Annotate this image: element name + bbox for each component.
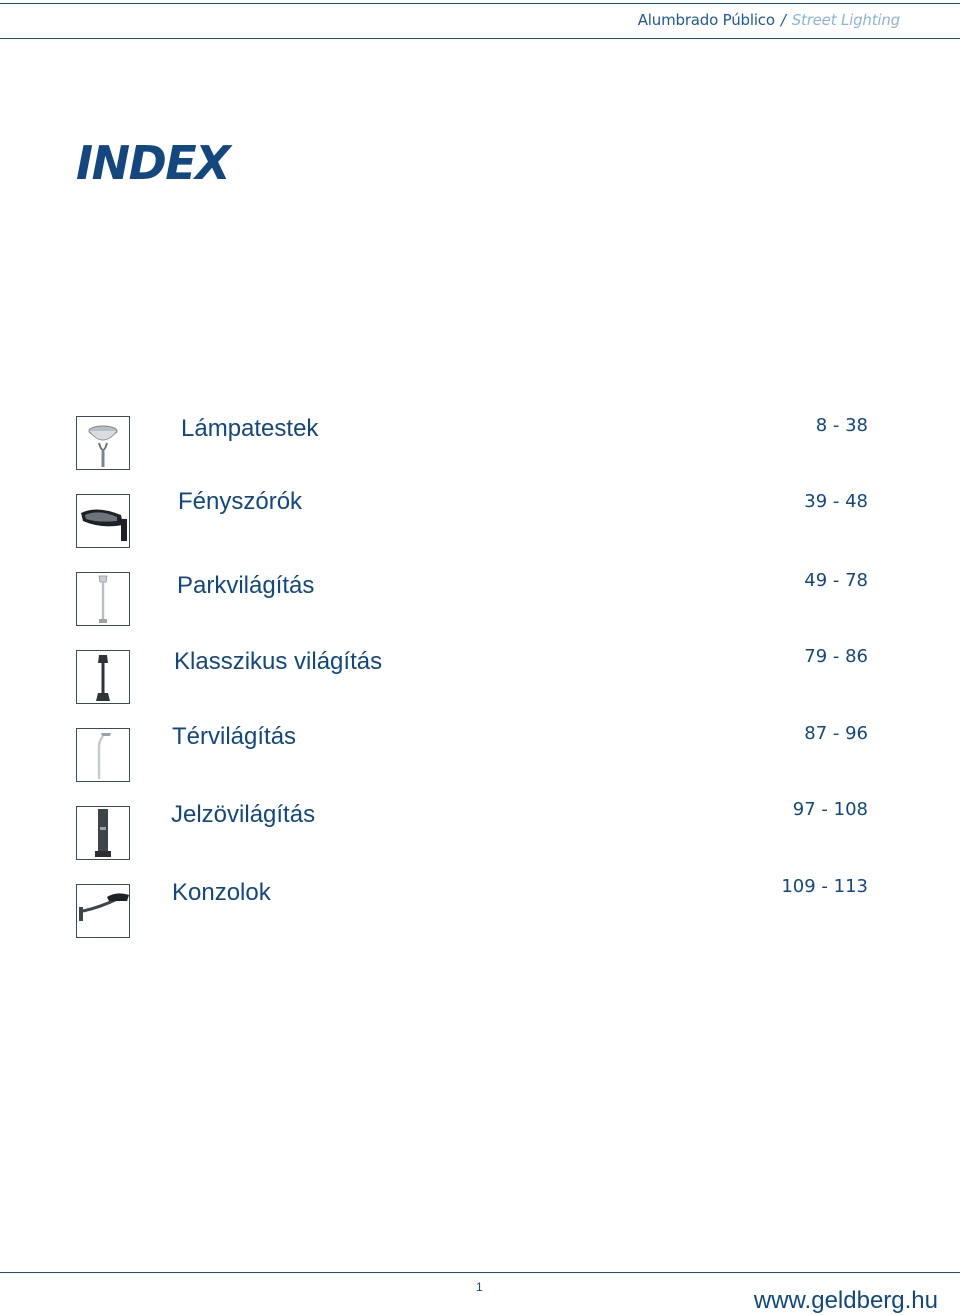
bollard-light-icon	[76, 806, 130, 860]
entry-pages: 8 - 38	[815, 415, 868, 436]
website-link[interactable]: www.geldberg.hu	[753, 1287, 938, 1314]
header-subtitle: Street Lighting	[791, 11, 900, 29]
entry-pages: 79 - 86	[804, 646, 868, 667]
classic-lamp-post-icon	[76, 650, 130, 704]
entry-pages: 87 - 96	[804, 723, 868, 744]
park-lamp-post-icon	[76, 572, 130, 626]
index-entry[interactable]	[0, 572, 960, 632]
index-entry[interactable]	[0, 488, 960, 554]
header-title	[638, 11, 900, 29]
entry-pages: 97 - 108	[792, 799, 868, 820]
index-entry[interactable]	[0, 416, 960, 476]
entry-pages: 39 - 48	[804, 491, 868, 512]
entry-label: Jelzövilágítás	[171, 801, 316, 828]
index-entry[interactable]	[0, 723, 960, 788]
floodlight-icon	[76, 494, 130, 548]
bracket-arm-icon	[76, 884, 130, 938]
lantern-luminaire-icon	[76, 416, 130, 470]
page-title: INDEX	[76, 136, 230, 190]
entry-label: Lámpatestek	[181, 415, 319, 442]
header-title-main: Alumbrado Público	[637, 11, 775, 29]
index-entry[interactable]	[0, 646, 960, 710]
entry-pages: 49 - 78	[804, 570, 868, 591]
page-number: 1	[476, 1280, 483, 1294]
footer-rule	[0, 1272, 960, 1273]
entry-label: Konzolok	[172, 879, 271, 906]
index-entry[interactable]	[0, 799, 960, 866]
entry-pages: 109 - 113	[781, 876, 868, 897]
entry-label: Parkvilágítás	[177, 572, 315, 599]
entry-label: Térvilágítás	[172, 723, 297, 750]
header-separator: /	[780, 11, 786, 29]
area-light-pole-icon	[76, 728, 130, 782]
index-entry[interactable]	[0, 876, 960, 944]
entry-label: Fényszórók	[178, 488, 303, 515]
entry-label: Klasszikus világítás	[174, 648, 383, 675]
